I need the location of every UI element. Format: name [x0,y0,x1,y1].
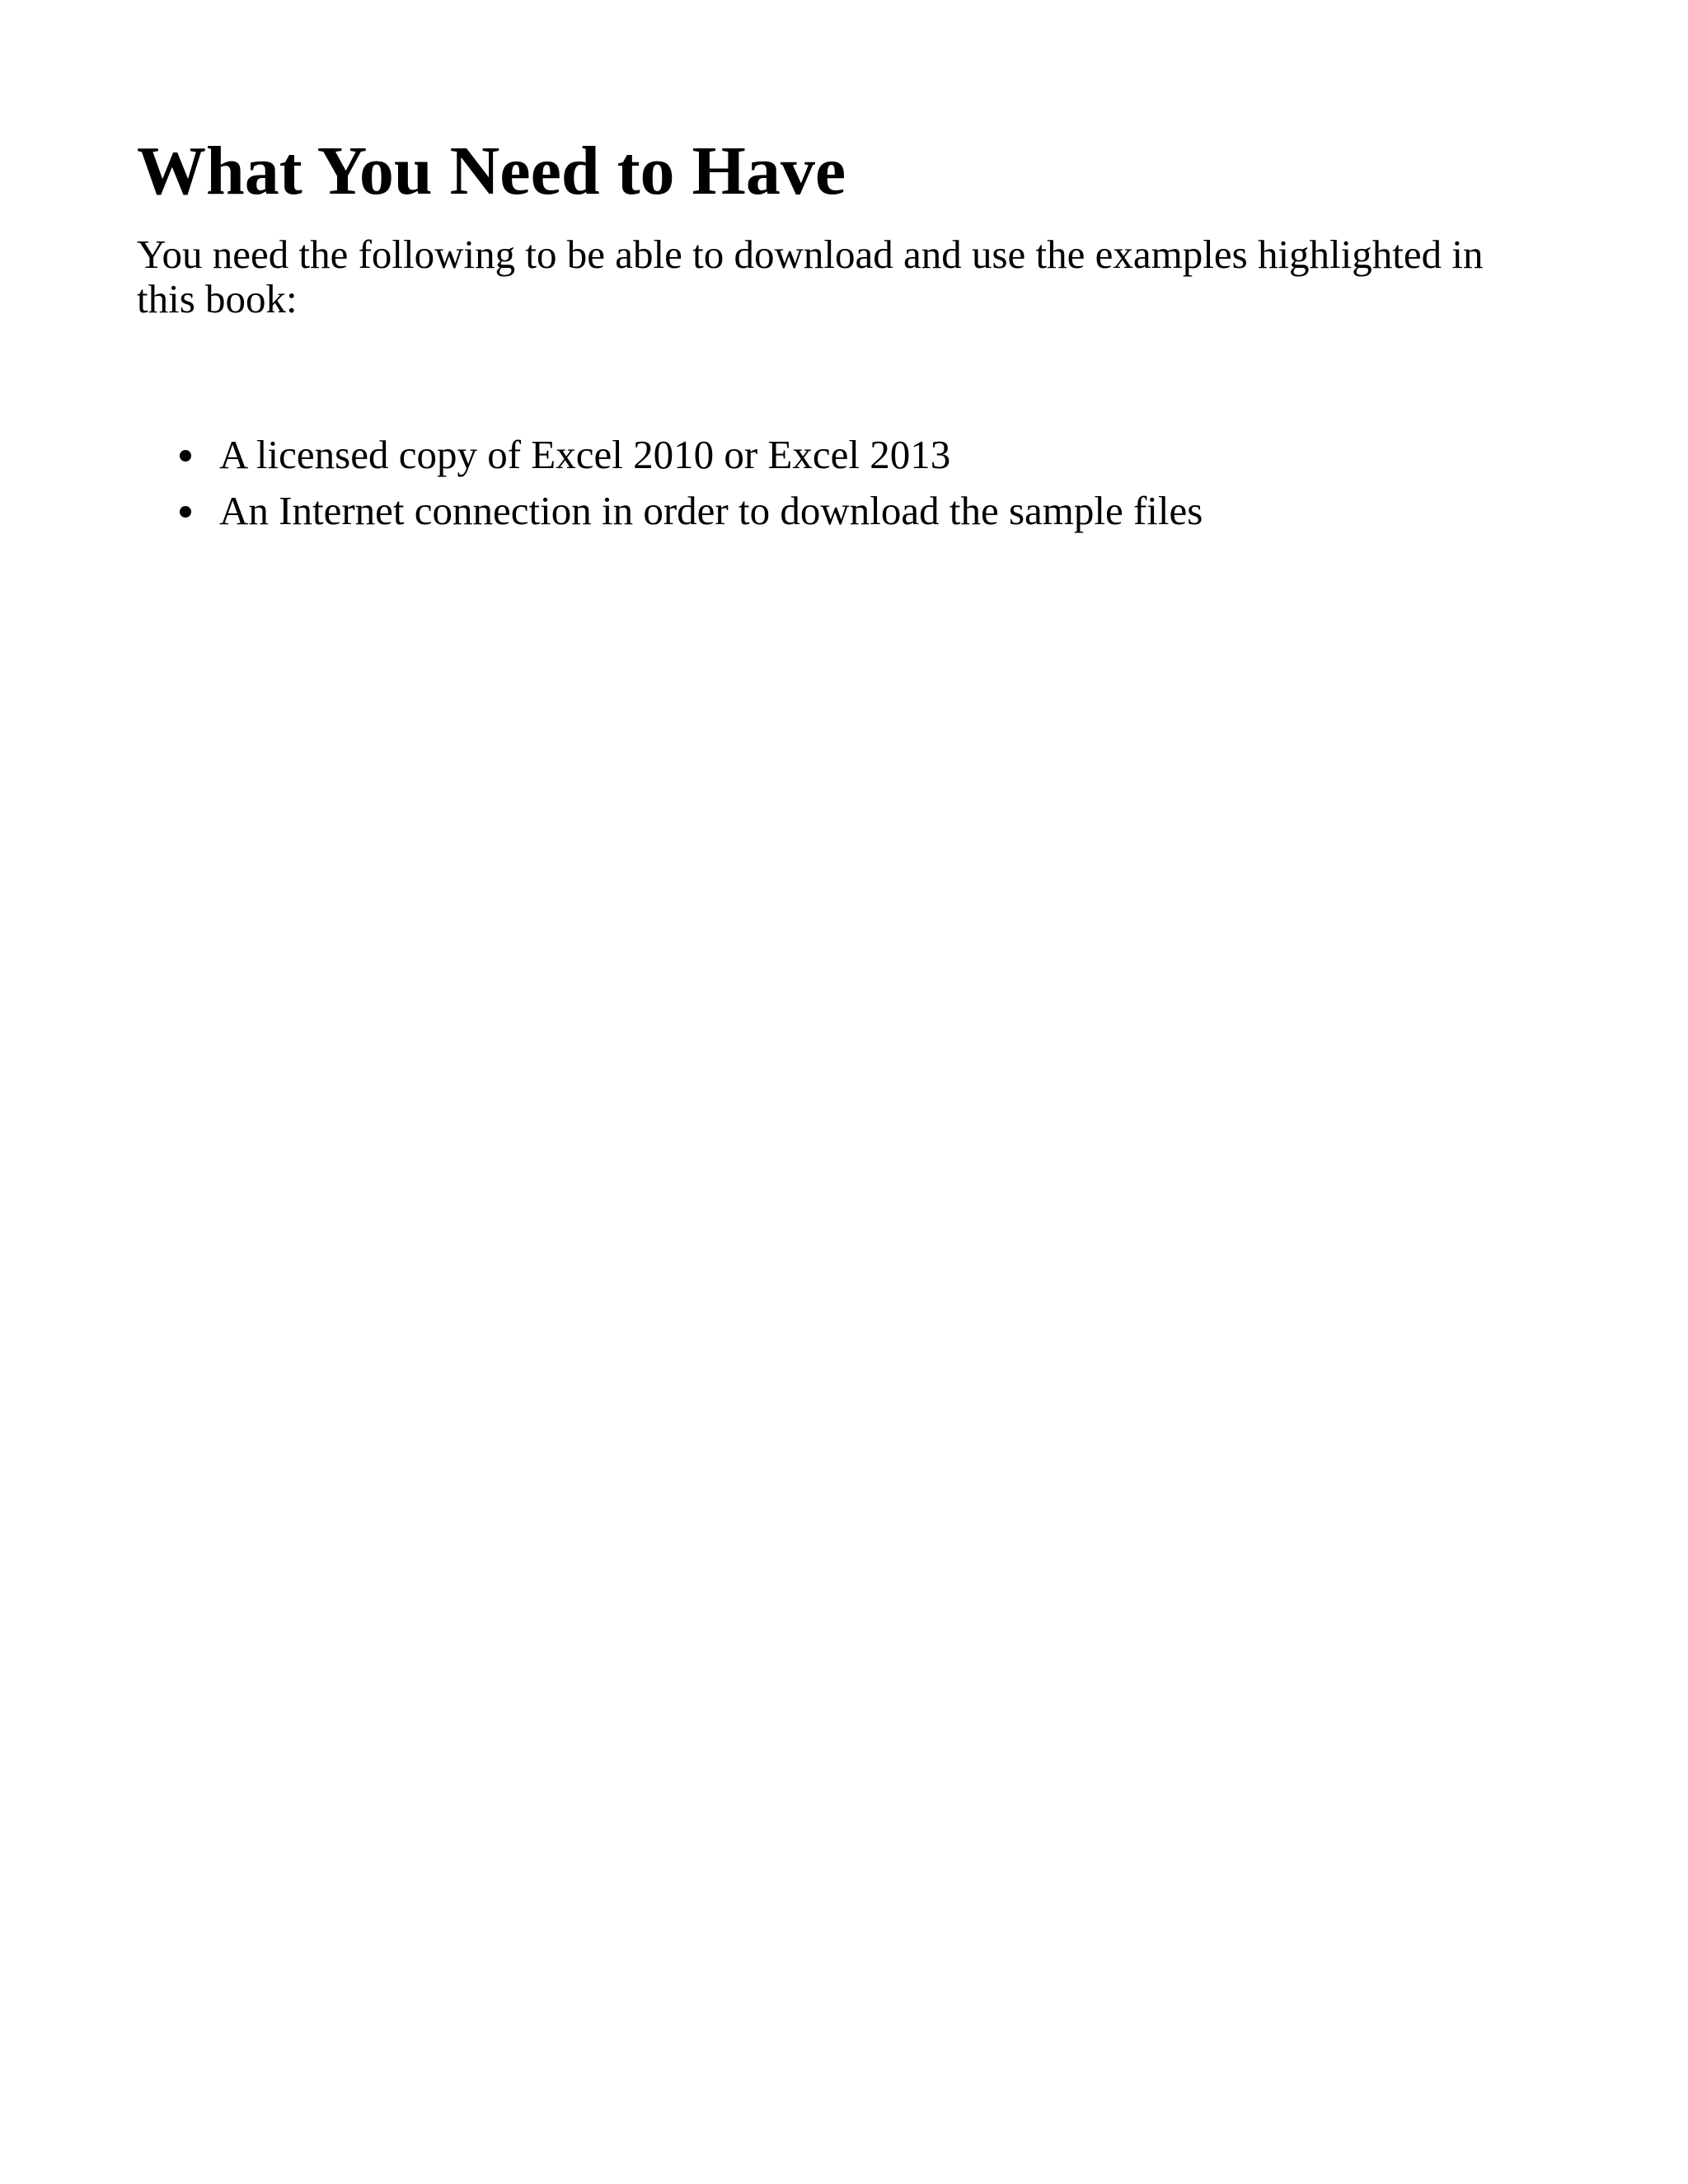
list-item [137,427,1203,483]
intro-paragraph: You need the following to be able to download and use the examples highlighted in this book: [137,232,1484,321]
list-item-text: A licensed copy of Excel 2010 or Excel 2013 [219,432,951,477]
bullet-icon [180,506,191,518]
requirements-list [137,427,1203,539]
bullet-icon [180,450,191,462]
page-title: What You Need to Have [137,133,846,209]
list-item-text: An Internet connection in order to download the sample files [219,488,1203,533]
list-item [137,483,1203,539]
